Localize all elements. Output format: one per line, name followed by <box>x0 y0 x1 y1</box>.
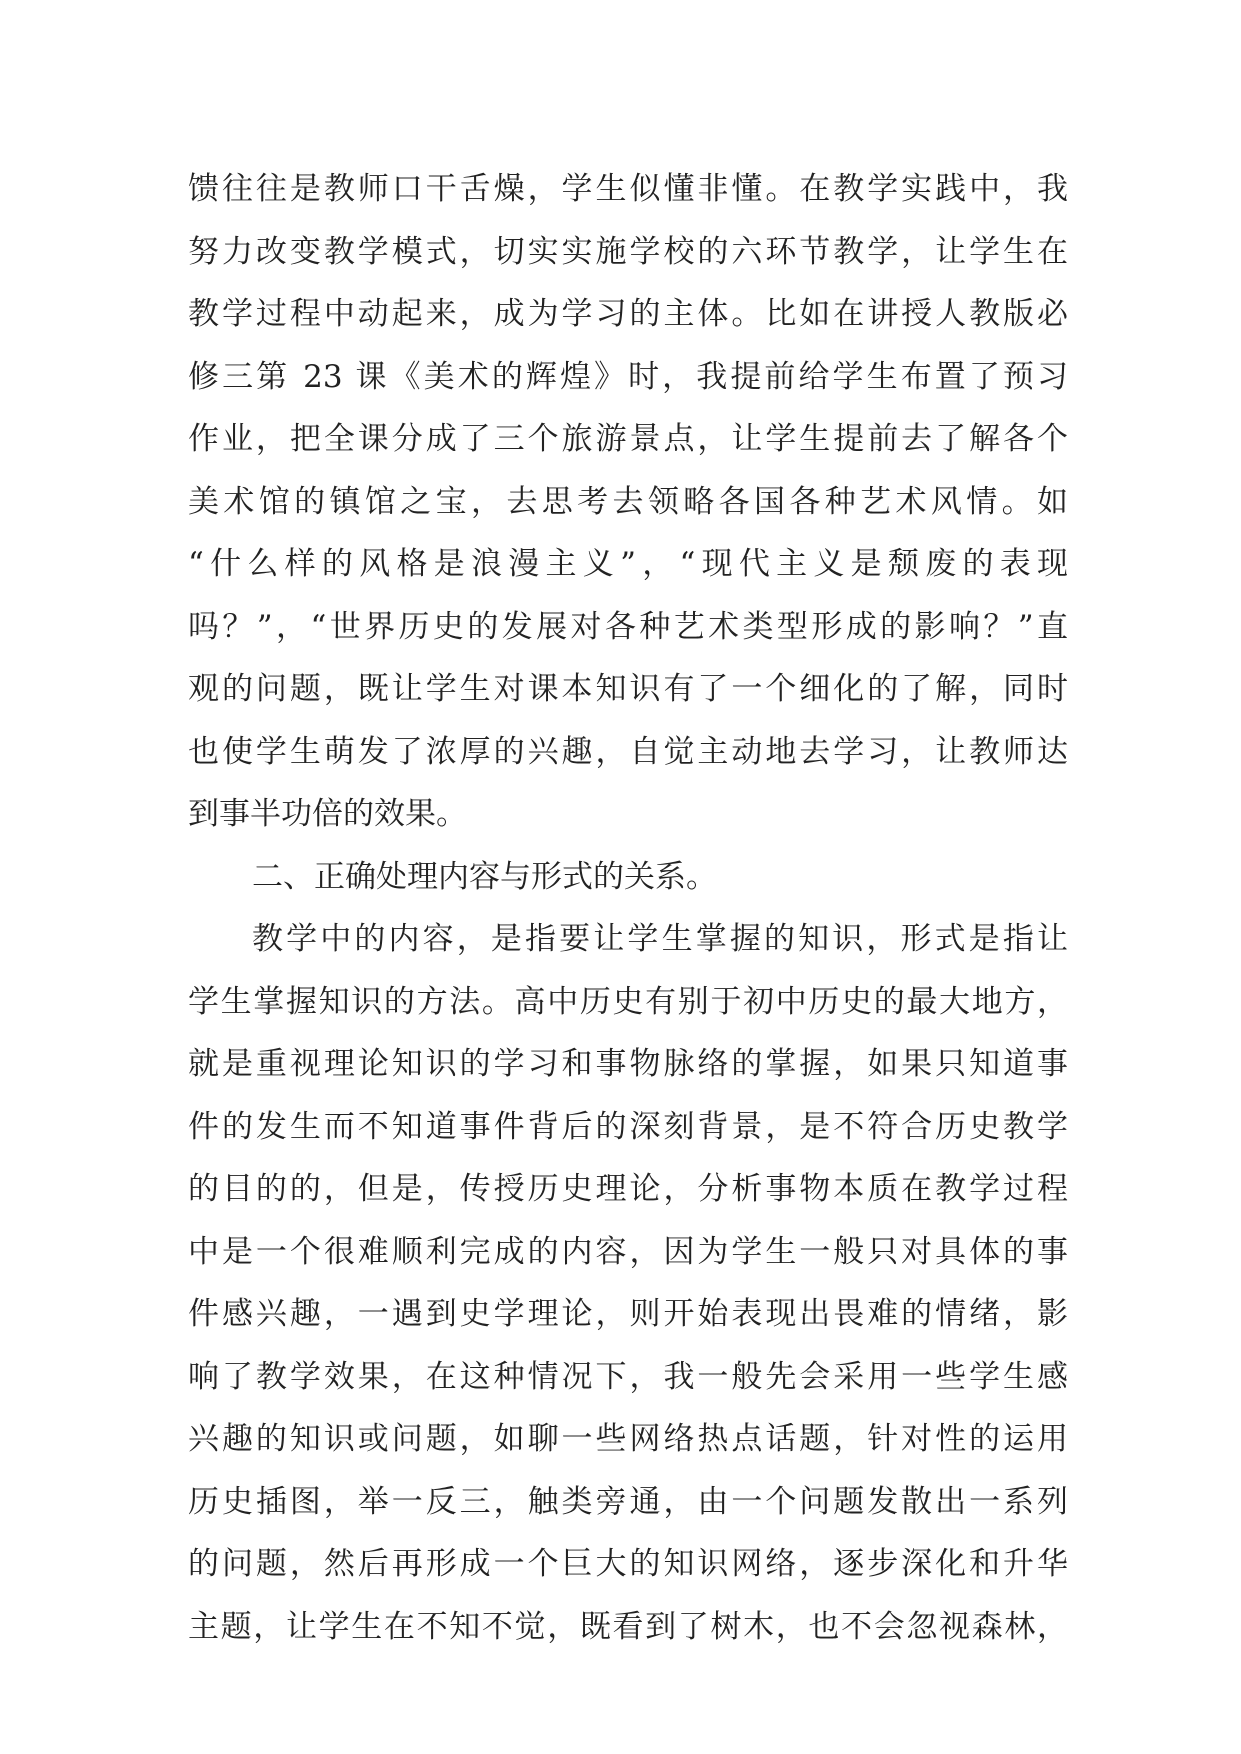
text-line: 教学过程中动起来，成为学习的主体。比如在讲授人教版必 <box>188 296 1068 332</box>
text-line: 观的问题，既让学生对课本知识有了一个细化的了解，同时 <box>188 671 1068 707</box>
text-line: 吗？”，“世界历史的发展对各种艺术类型形成的影响？”直 <box>188 608 1068 645</box>
text-line: “什么样的风格是浪漫主义”，“现代主义是颓废的表现 <box>188 546 1068 582</box>
text-line: 历史插图，举一反三，触类旁通，由一个问题发散出一系列 <box>188 1483 1068 1520</box>
paragraph-first-line: 教学中的内容，是指要让学生掌握的知识，形式是指让 <box>252 921 1068 957</box>
text-line: 兴趣的知识或问题，如聊一些网络热点话题，针对性的运用 <box>188 1421 1068 1457</box>
text-line: 中是一个很难顺利完成的内容，因为学生一般只对具体的事 <box>188 1233 1068 1270</box>
text-line-paragraph-end: 到事半功倍的效果。 <box>188 796 467 832</box>
text-line: 主题，让学生在不知不觉，既看到了树木，也不会忽视森林， <box>188 1608 1068 1645</box>
text-line: 就是重视理论知识的学习和事物脉络的掌握，如果只知道事 <box>188 1046 1068 1082</box>
text-line: 馈往往是教师口干舌燥，学生似懂非懂。在教学实践中，我 <box>188 171 1068 207</box>
body-text <box>188 158 1068 1658</box>
text-line: 的目的的，但是，传授历史理论，分析事物本质在教学过程 <box>188 1171 1068 1207</box>
text-line: 努力改变教学模式，切实实施学校的六环节教学，让学生在 <box>188 233 1068 270</box>
text-line: 件感兴趣，一遇到史学理论，则开始表现出畏难的情绪，影 <box>188 1296 1068 1332</box>
text-line: 学生掌握知识的方法。高中历史有别于初中历史的最大地方， <box>188 983 1068 1020</box>
text-line: 美术馆的镇馆之宝，去思考去领略各国各种艺术风情。如 <box>188 483 1068 520</box>
section-heading: 二、正确处理内容与形式的关系。 <box>252 858 717 895</box>
text-line: 的问题，然后再形成一个巨大的知识网络，逐步深化和升华 <box>188 1546 1068 1582</box>
text-line: 作业，把全课分成了三个旅游景点，让学生提前去了解各个 <box>188 421 1068 457</box>
text-line: 响了教学效果，在这种情况下，我一般先会采用一些学生感 <box>188 1358 1068 1395</box>
text-line: 修三第 23 课《美术的辉煌》时，我提前给学生布置了预习 <box>188 358 1068 395</box>
text-line: 也使学生萌发了浓厚的兴趣，自觉主动地去学习，让教师达 <box>188 733 1068 770</box>
text-line: 件的发生而不知道事件背后的深刻背景，是不符合历史教学 <box>188 1108 1068 1145</box>
